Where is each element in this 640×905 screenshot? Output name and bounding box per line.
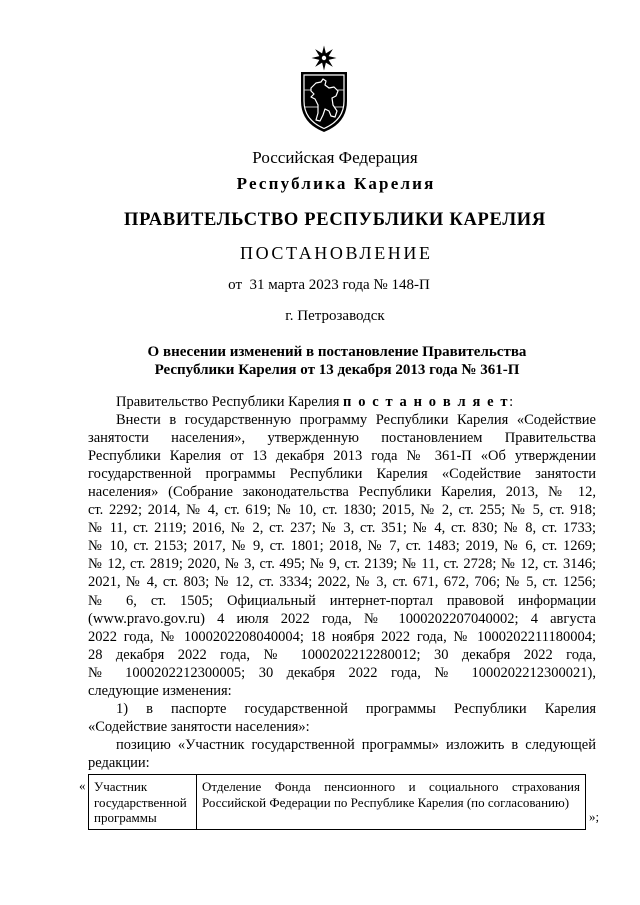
- decree-intro-text: Правительство Республики Карелия: [116, 394, 340, 410]
- body-line: № 1000202212300005; 30 декабря 2022 года, № 1000202212300021),: [88, 664, 596, 681]
- document-date-number: от 31 марта 2023 года № 148-П: [228, 276, 430, 293]
- body-line: (www.pravo.gov.ru) 4 июля 2022 года, № 1000202207040002; 4 августа: [88, 610, 596, 627]
- coat-of-arms-emblem: [294, 44, 354, 134]
- body-line: следующие изменения:: [88, 682, 232, 699]
- body-line: государственной программы Республики Карелия «Содействие занятости: [88, 466, 596, 483]
- position-line: редакции:: [88, 754, 150, 771]
- document-city: г. Петрозаводск: [285, 307, 385, 324]
- participant-value-line: Российской Федерации по Республике Карелия (по согласованию): [202, 794, 570, 810]
- decree-intro-colon: :: [509, 394, 514, 410]
- country-name: Российская Федерация: [252, 147, 418, 167]
- body-line: занятости населения», утвержденную постановлением Правительства: [88, 430, 596, 447]
- decree-intro: [88, 393, 596, 411]
- body-line: Республики Карелия от 13 декабря 2013 года № 361-П «Об утверждении: [88, 448, 596, 465]
- body-line: 28 декабря 2022 года, № 1000202212280012; 30 декабря 2022 года,: [88, 646, 596, 663]
- body-line: № 6, ст. 1505; Официальный интернет-портал правовой информации: [88, 592, 596, 609]
- issuing-authority: ПРАВИТЕЛЬСТВО РЕСПУБЛИКИ КАРЕЛИЯ: [124, 209, 546, 230]
- decree-word: п о с т а н о в л я е т: [343, 394, 510, 410]
- body-line: 2022 года, № 1000202208040004; 18 ноября 2022 года, № 1000202211180004;: [88, 628, 596, 645]
- document-body: [88, 393, 596, 772]
- document-title-line: О внесении изменений в постановление Правительства: [147, 344, 527, 360]
- participant-table: [88, 774, 586, 830]
- body-line: населения» (Собрание законодательства Республики Карелия, 2013, № 12,: [88, 484, 596, 501]
- table-open-quote: «: [79, 778, 86, 793]
- document-title: [75, 343, 599, 379]
- document-title-line: Республики Карелия от 13 декабря 2013 года № 361-П: [154, 362, 520, 379]
- body-line: Внести в государственную программу Республики Карелия «Содействие: [116, 412, 596, 429]
- republic-name: Республика Карелия: [236, 173, 436, 193]
- participant-value-cell: [197, 775, 585, 829]
- body-line: № 11, ст. 2119; 2016, № 2, ст. 237; № 3, ст. 351; № 4, ст. 830; № 8, ст. 1733;: [88, 520, 596, 537]
- participant-value-line: Отделение Фонда пенсионного и социального страхования: [202, 779, 580, 794]
- body-line: № 10, ст. 2153; 2017, № 9, ст. 1801; 2018, № 7, ст. 1483; 2019, № 6, ст. 1269;: [88, 538, 596, 555]
- position-line: позицию «Участник государственной программы» изложить в следующей: [116, 736, 596, 753]
- participant-label-cell: Участник государственной программы: [89, 775, 197, 829]
- body-line: № 12, ст. 2819; 2020, № 3, ст. 495; № 9, ст. 2139; № 11, ст. 2728; № 12, ст. 3146;: [88, 556, 596, 573]
- item-1-line: «Содействие занятости населения»:: [88, 718, 310, 735]
- body-line: 2021, № 4, ст. 803; № 12, ст. 3334; 2022, № 3, ст. 671, 672, 706; № 5, ст. 1256;: [88, 574, 596, 591]
- body-line: ст. 2292; 2014, № 4, ст. 619; № 10, ст. 1830; 2015, № 2, ст. 255; № 5, ст. 918;: [88, 502, 596, 519]
- emblem-star-center: [322, 56, 326, 60]
- document-type: ПОСТАНОВЛЕНИЕ: [239, 243, 433, 263]
- table-close-quote: »;: [589, 809, 600, 824]
- item-1-line: 1) в паспорте государственной программы Республики Карелия: [116, 700, 596, 717]
